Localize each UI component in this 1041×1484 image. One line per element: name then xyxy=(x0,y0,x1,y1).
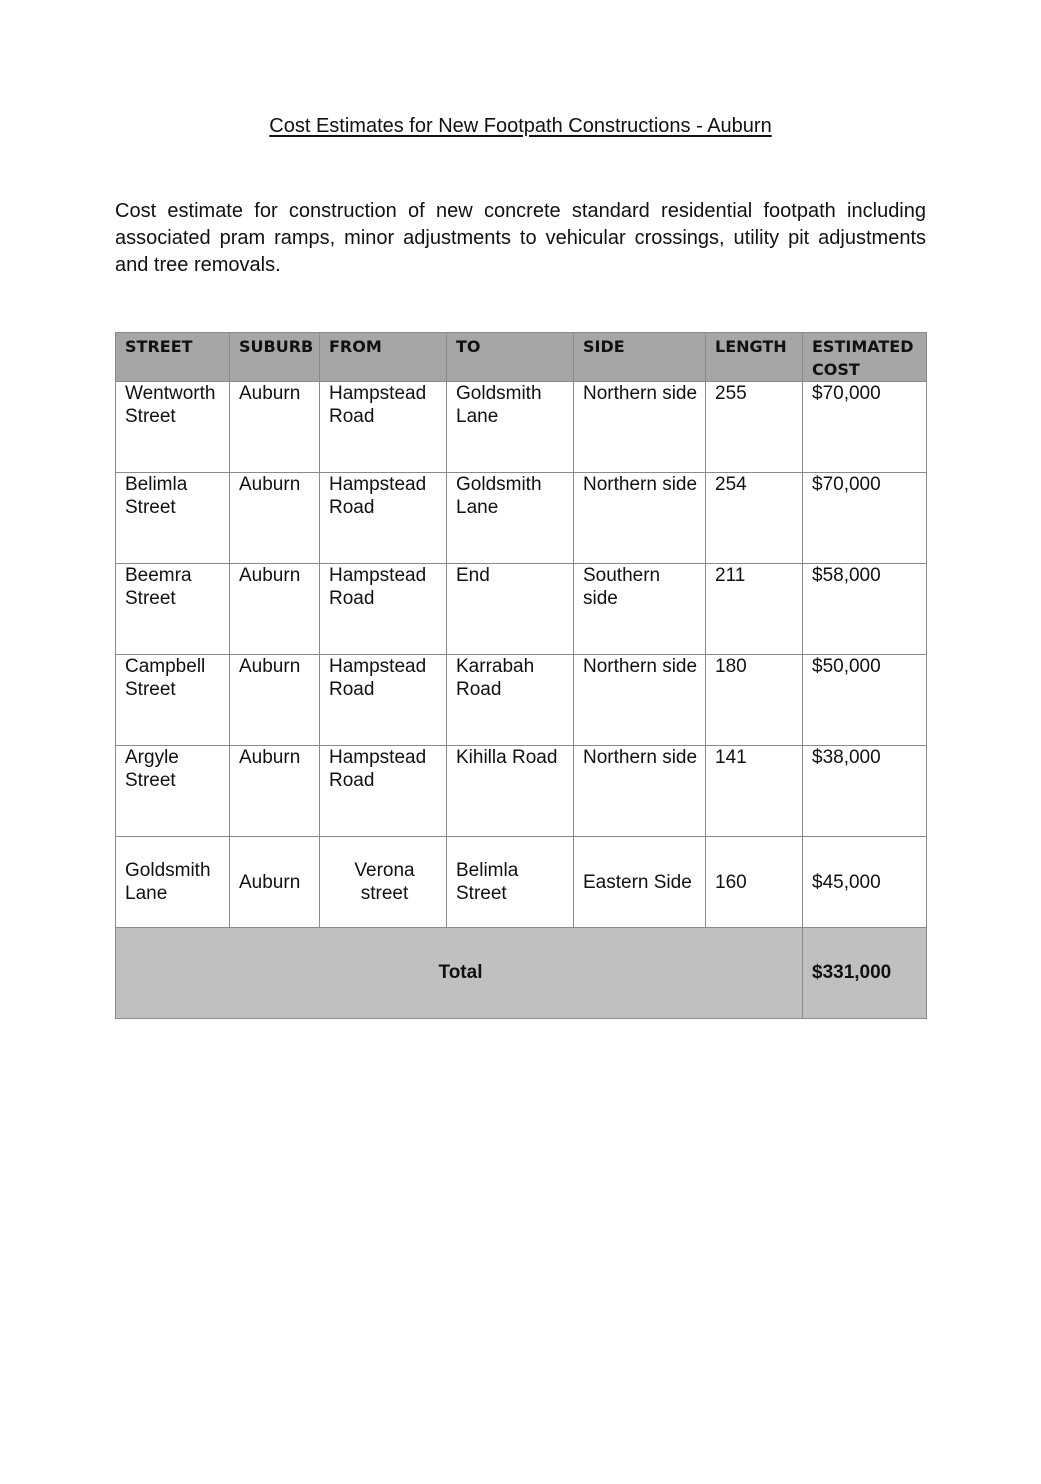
cell-to: Goldsmith Lane xyxy=(447,473,574,564)
cell-cost: $38,000 xyxy=(803,746,927,837)
cell-suburb: Auburn xyxy=(230,382,320,473)
table-row xyxy=(116,746,927,837)
header-from: FROM xyxy=(320,333,447,382)
cell-street: Wentworth Street xyxy=(116,382,230,473)
cell-cost: $45,000 xyxy=(803,837,927,928)
cell-side: Northern side xyxy=(574,746,706,837)
cost-estimate-table xyxy=(115,332,927,1019)
cell-length: 180 xyxy=(706,655,803,746)
cell-to: Belimla Street xyxy=(447,837,574,928)
cell-cost: $70,000 xyxy=(803,382,927,473)
cell-length: 254 xyxy=(706,473,803,564)
cell-side: Southern side xyxy=(574,564,706,655)
table-row xyxy=(116,837,927,928)
cell-from: Hampstead Road xyxy=(320,746,447,837)
cell-length: 160 xyxy=(706,837,803,928)
table-row xyxy=(116,564,927,655)
total-label: Total xyxy=(116,928,803,1019)
intro-paragraph: Cost estimate for construction of new concrete standard residential footpath including associated pram ramps, minor adjustments to vehicular crossings, utility pit adjustments and tree removals. xyxy=(115,200,926,276)
total-value: $331,000 xyxy=(803,928,927,1019)
cell-suburb: Auburn xyxy=(230,837,320,928)
header-estimated-cost: ESTIMATED COST xyxy=(803,333,927,382)
cell-to: End xyxy=(447,564,574,655)
cell-length: 141 xyxy=(706,746,803,837)
cell-street: Campbell Street xyxy=(116,655,230,746)
cell-side: Northern side xyxy=(574,382,706,473)
cell-suburb: Auburn xyxy=(230,655,320,746)
cell-street: Beemra Street xyxy=(116,564,230,655)
cell-from: Hampstead Road xyxy=(320,382,447,473)
cell-suburb: Auburn xyxy=(230,473,320,564)
cell-from: Hampstead Road xyxy=(320,473,447,564)
cell-street: Belimla Street xyxy=(116,473,230,564)
cell-street: Goldsmith Lane xyxy=(116,837,230,928)
header-street: STREET xyxy=(116,333,230,382)
cell-from: Hampstead Road xyxy=(320,655,447,746)
cell-side: Eastern Side xyxy=(574,837,706,928)
cell-from: Verona street xyxy=(320,837,447,928)
cell-cost: $50,000 xyxy=(803,655,927,746)
cell-suburb: Auburn xyxy=(230,564,320,655)
cell-length: 255 xyxy=(706,382,803,473)
header-length: LENGTH xyxy=(706,333,803,382)
cell-suburb: Auburn xyxy=(230,746,320,837)
table-header-row xyxy=(116,333,927,382)
cell-to: Goldsmith Lane xyxy=(447,382,574,473)
page-title: Cost Estimates for New Footpath Constructions - Auburn xyxy=(269,115,772,137)
header-to: TO xyxy=(447,333,574,382)
table-row xyxy=(116,473,927,564)
header-suburb: SUBURB xyxy=(230,333,320,382)
table-row xyxy=(116,382,927,473)
cell-length: 211 xyxy=(706,564,803,655)
cell-cost: $70,000 xyxy=(803,473,927,564)
cell-side: Northern side xyxy=(574,655,706,746)
cell-cost: $58,000 xyxy=(803,564,927,655)
cell-side: Northern side xyxy=(574,473,706,564)
total-row xyxy=(116,928,927,1019)
cell-to: Karrabah Road xyxy=(447,655,574,746)
table-row xyxy=(116,655,927,746)
header-side: SIDE xyxy=(574,333,706,382)
cell-to: Kihilla Road xyxy=(447,746,574,837)
cell-street: Argyle Street xyxy=(116,746,230,837)
cell-from: Hampstead Road xyxy=(320,564,447,655)
